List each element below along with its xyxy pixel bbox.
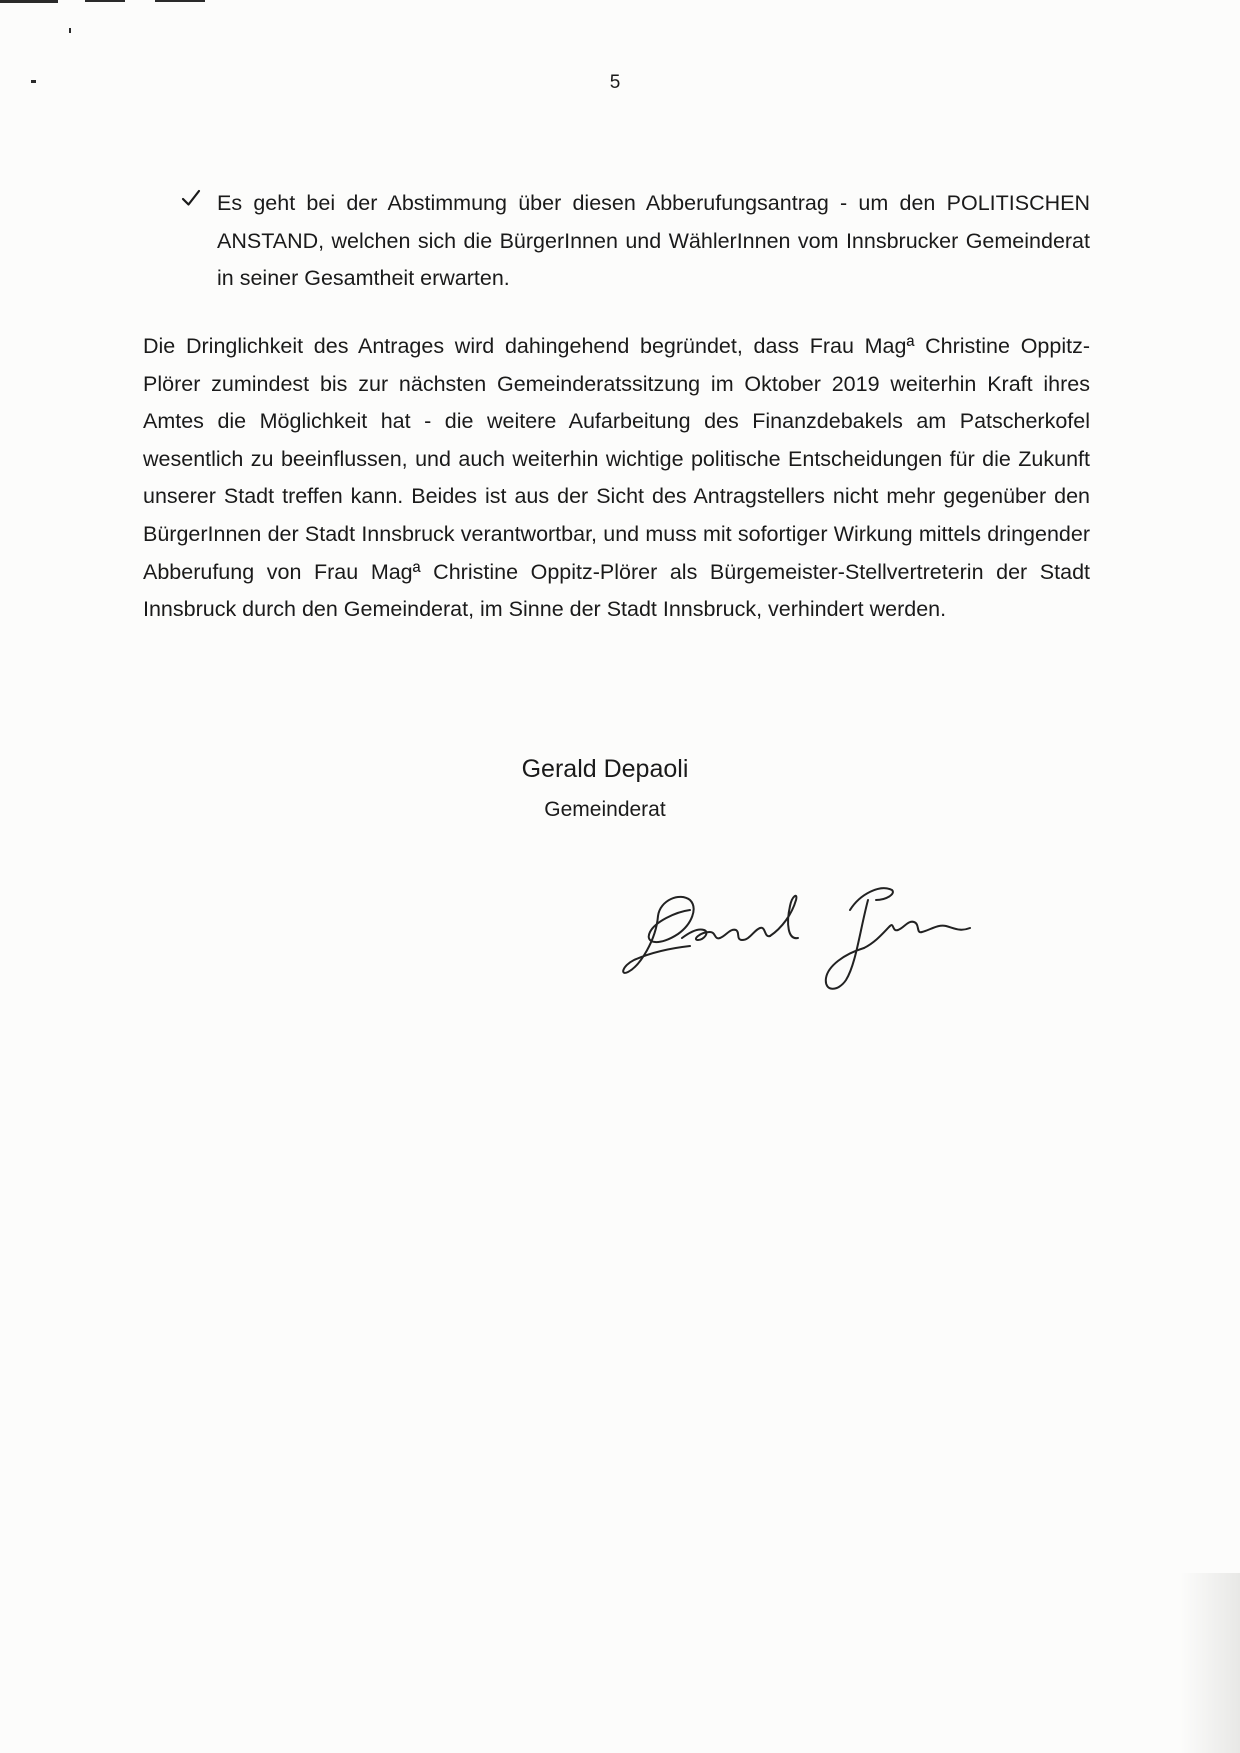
scan-edge-shade <box>1180 1573 1240 1753</box>
scan-artifact <box>155 0 205 2</box>
handwritten-signature <box>620 870 1020 1000</box>
checklist-item-text: Es geht bei der Abstimmung über diesen Abberufungsantrag - um den POLITISCHEN ANSTAND, welchen sich die BürgerInnen und WählerInnen vom Innsbrucker Gemeinderat in seiner Gesamtheit erwarten. <box>217 191 1090 290</box>
body-paragraph: Die Dringlichkeit des Antrages wird dahingehend begründet, dass Frau Magª Christine Oppitz-Plörer zumindest bis zur nächsten Gemeinderatssitzung im Oktober 2019 weiterhin Kraft ihres Amtes die Möglichkeit hat - die weitere Aufarbeitung des Finanzdebakels am Patscherkofel wesentlich zu beeinflussen, und auch weiterhin wichtige politische Entscheidungen für die Zukunft unserer Stadt treffen kann. Beides ist aus der Sicht des Antragstellers nicht mehr gegenüber den BürgerInnen der Stadt Innsbruck verantwortbar, und muss mit sofortiger Wirkung mittels dringender Abberufung von Frau Magª Christine Oppitz-Plörer als Bürgemeister-Stellvertreterin der Stadt Innsbruck durch den Gemeinderat, im Sinne der Stadt Innsbruck, verhindert werden. <box>143 334 1090 622</box>
page-number: 5 <box>609 72 621 93</box>
scan-artifact <box>85 0 125 2</box>
scan-artifact <box>69 28 71 33</box>
scan-artifact <box>0 0 58 3</box>
scan-artifact <box>31 80 36 83</box>
check-icon <box>180 187 202 209</box>
signatory-name: Gerald Depaoli <box>521 755 689 783</box>
signatory-role: Gemeinderat <box>544 798 666 821</box>
